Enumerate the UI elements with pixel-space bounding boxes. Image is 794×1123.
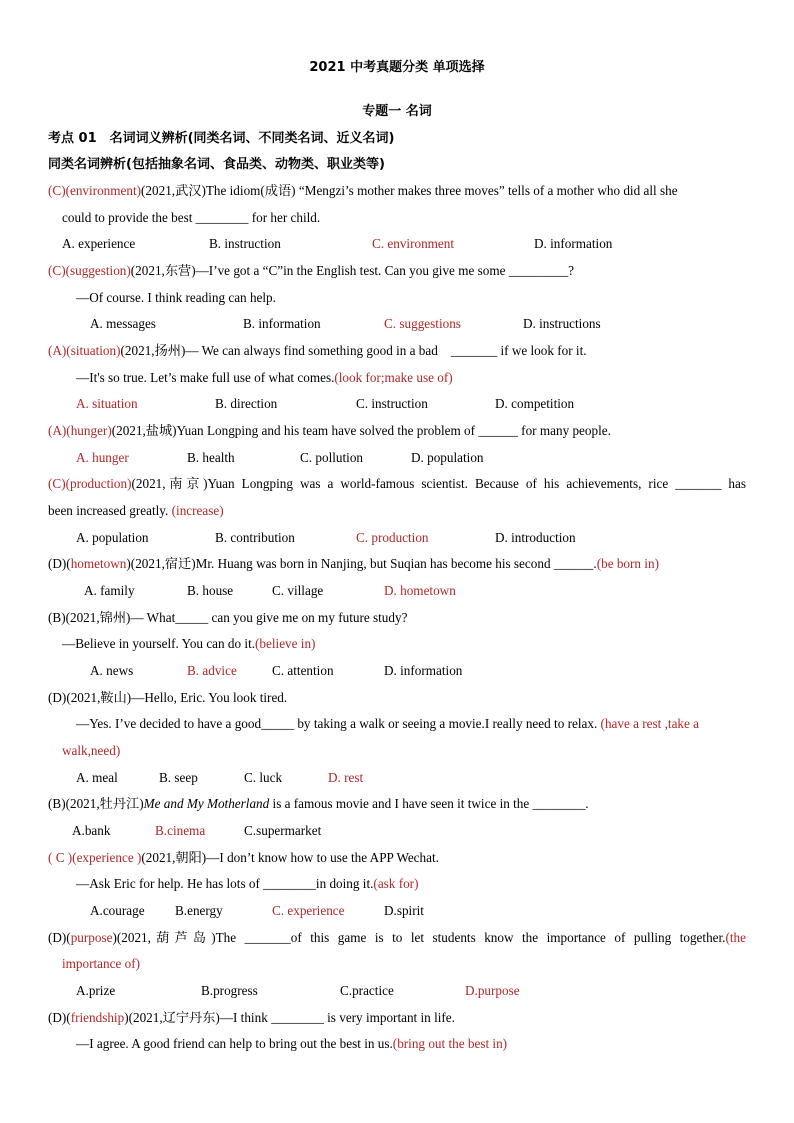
answer-marker: (A)(situation) — [48, 343, 121, 358]
document-title: 2021 中考真题分类 单项选择 — [309, 60, 485, 75]
option: B. contribution — [215, 530, 295, 545]
option: D. introduction — [495, 530, 576, 545]
question-text: (2021,盐城)Yuan Longping and his team have solved the problem of ______ for many people. — [111, 423, 611, 438]
option: C. pollution — [300, 450, 364, 465]
option: A.courage — [90, 903, 145, 918]
option-correct: C. environment — [372, 236, 455, 251]
option-correct: D. rest — [328, 770, 364, 785]
phrase-hint: (increase) — [171, 503, 224, 518]
answer-marker: (D)(purpose) — [48, 930, 117, 945]
option: D.spirit — [384, 903, 424, 918]
answer-marker: (C)(production) — [48, 476, 132, 491]
option-correct: C. suggestions — [384, 316, 461, 331]
phrase-hint-cont: walk,need) — [62, 743, 121, 758]
question-text: (2021,朝阳)—I don’t know how to use the APP Wechat. — [141, 850, 439, 865]
subheading: 同类名词辨析(包括抽象名词、食品类、动物类、职业类等) — [48, 157, 385, 172]
option: D. population — [411, 450, 484, 465]
answer-marker: (D)(friendship) — [48, 1010, 129, 1025]
question-text-cont: —I agree. A good friend can help to bring out the best in us. — [76, 1036, 393, 1051]
option: A. messages — [90, 316, 156, 331]
option: D. information — [534, 236, 613, 251]
option: B. information — [243, 316, 321, 331]
answer-marker: (D)(hometown) — [48, 556, 131, 571]
option: C.supermarket — [244, 823, 322, 838]
question-text: (2021,鞍山)—Hello, Eric. You look tired. — [66, 690, 288, 705]
option: C.practice — [340, 983, 394, 998]
option: A.bank — [72, 823, 111, 838]
question-text-cont: —Yes. I’ve decided to have a good_____ by taking a walk or seeing a movie.I really need to relax. — [76, 716, 601, 731]
option: B. seep — [159, 770, 198, 785]
option: C. village — [272, 583, 324, 598]
phrase-hint-cont: importance of) — [62, 956, 140, 971]
option: D. instructions — [523, 316, 601, 331]
question-text: (2021,牡丹江) — [65, 796, 144, 811]
answer-marker: (C)(suggestion) — [48, 263, 131, 278]
option: C. instruction — [356, 396, 428, 411]
option-correct: A. hunger — [76, 450, 129, 465]
phrase-hint: (the — [725, 930, 746, 945]
question-text: (2021,锦州)— What_____ can you give me on my future study? — [65, 610, 408, 625]
kaodian-heading: 考点 01 名词词义辨析(同类名词、不同类名词、近义名词) — [48, 131, 395, 146]
phrase-hint: (bring out the best in) — [392, 1036, 508, 1051]
question-text-cont: is a famous movie and I have seen it twice in the ________. — [269, 796, 589, 811]
answer-marker: (B) — [48, 610, 66, 625]
phrase-hint: (look for;make use of) — [334, 370, 453, 385]
movie-title: Me and My Motherland — [143, 796, 270, 811]
option: B. instruction — [209, 236, 281, 251]
option: B.energy — [175, 903, 223, 918]
question-text-cont: —Ask Eric for help. He has lots of ________in doing it. — [76, 876, 374, 891]
option: D. competition — [495, 396, 575, 411]
question-text-cont: —Believe in yourself. You can do it. — [62, 636, 256, 651]
answer-marker: (B) — [48, 796, 66, 811]
question-text: (2021,葫芦岛)The _______of this game is to let students know the importance of pulling together. — [116, 930, 726, 945]
option: B. house — [187, 583, 234, 598]
option: A. experience — [62, 236, 136, 251]
question-text: (2021,扬州)— We can always find something good in a bad _______ if we look for it. — [120, 343, 587, 358]
option: A. meal — [76, 770, 118, 785]
answer-marker: ( C )(experience ) — [48, 850, 142, 865]
question-text: (2021,辽宁丹东)—I think ________ is very important in life. — [128, 1010, 455, 1025]
question-text: (2021,武汉)The idiom(成语) “Mengzi’s mother makes three moves” tells of a mother who did all she — [141, 183, 678, 198]
answer-marker: (C)(environment) — [48, 183, 142, 198]
option: B.progress — [201, 983, 258, 998]
option-correct: C. production — [356, 530, 429, 545]
question-text-cont: could to provide the best ________ for her child. — [62, 210, 321, 225]
option-correct: B. advice — [187, 663, 237, 678]
question-text-cont: —Of course. I think reading can help. — [76, 290, 276, 305]
question-text: (2021,南京)Yuan Longping was a world-famous scientist. Because of his achievements, rice _______ has — [131, 476, 746, 491]
option: A. news — [90, 663, 134, 678]
option: B. direction — [215, 396, 278, 411]
option-correct: C. experience — [272, 903, 345, 918]
phrase-hint: (be born in) — [596, 556, 659, 571]
phrase-hint: (ask for) — [373, 876, 419, 891]
question-text-cont: been increased greatly. — [48, 503, 169, 518]
option-correct: D.purpose — [465, 983, 520, 998]
section-title: 专题一 名词 — [362, 104, 432, 119]
option: A. family — [84, 583, 135, 598]
answer-marker: (A)(hunger) — [48, 423, 112, 438]
option: A. population — [76, 530, 149, 545]
option: D. information — [384, 663, 463, 678]
option: B. health — [187, 450, 235, 465]
option: A.prize — [76, 983, 116, 998]
option-correct: A. situation — [76, 396, 138, 411]
option: C. luck — [244, 770, 283, 785]
option-correct: B.cinema — [155, 823, 206, 838]
question-text-cont: —It's so true. Let’s make full use of what comes. — [76, 370, 335, 385]
option: C. attention — [272, 663, 334, 678]
answer-marker: (D) — [48, 690, 67, 705]
phrase-hint: (believe in) — [255, 636, 316, 651]
question-text: (2021,东营)—I’ve got a “C”in the English test. Can you give me some _________? — [130, 263, 574, 278]
option-correct: D. hometown — [384, 583, 456, 598]
question-text: (2021,宿迁)Mr. Huang was born in Nanjing, but Suqian has become his second ______. — [130, 556, 597, 571]
phrase-hint: (have a rest ,take a — [600, 716, 700, 731]
